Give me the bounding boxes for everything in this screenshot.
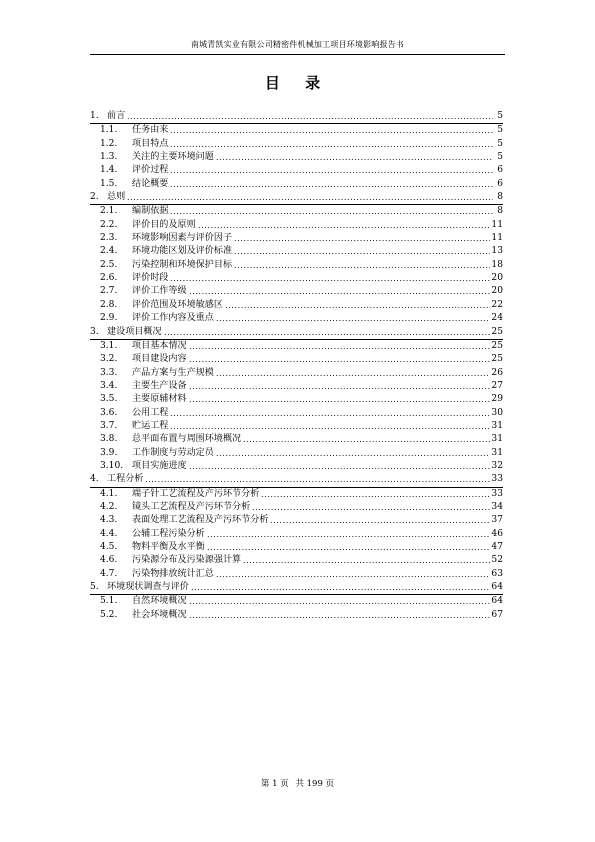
toc-entry-title: 建设项目概况 <box>107 326 163 339</box>
toc-entry-page: 11 <box>490 232 503 245</box>
toc-entry-number: 3.3. <box>100 367 118 378</box>
page-number: 第 1 页 <box>260 779 289 789</box>
toc-entry-number: 3.2. <box>100 354 118 365</box>
toc-entry-title: 评价时段 <box>132 272 169 285</box>
toc-entry-title: 贮运工程 <box>132 420 169 433</box>
toc-entry-number: 3.7. <box>100 420 118 431</box>
toc-entry-page: 25 <box>490 353 503 366</box>
toc-section-entry[interactable] <box>90 232 503 245</box>
dot-leader <box>261 488 493 501</box>
toc-entry-page: 52 <box>490 554 503 567</box>
toc-section-entry[interactable] <box>90 124 503 137</box>
toc-entry-number: 5. <box>90 582 99 593</box>
toc-section-entry[interactable] <box>90 514 503 527</box>
toc-section-entry[interactable] <box>90 138 503 151</box>
toc-entry-title: 环境现状调查与评价 <box>107 581 190 594</box>
toc-section-entry[interactable] <box>90 420 503 433</box>
toc-entry-page: 25 <box>490 326 503 339</box>
dot-leader <box>225 299 493 312</box>
dot-leader <box>234 259 493 272</box>
toc-section-entry[interactable] <box>90 340 503 353</box>
dot-leader <box>189 353 493 366</box>
toc-entry-page: 22 <box>490 299 503 312</box>
toc-entry-page: 18 <box>490 259 503 272</box>
toc-entry-title: 前言 <box>107 110 126 123</box>
toc-entry-page: 37 <box>490 514 503 527</box>
toc-entry-page: 8 <box>496 191 503 204</box>
toc-section-entry[interactable] <box>90 609 503 622</box>
toc-entry-number: 1.4. <box>100 165 118 176</box>
toc-section-entry[interactable] <box>90 528 503 541</box>
toc-entry-page: 20 <box>490 272 503 285</box>
toc-entry-number: 3. <box>90 326 99 337</box>
toc-entry-page: 63 <box>490 568 503 581</box>
toc-entry-page: 6 <box>496 164 503 177</box>
dot-leader <box>216 151 493 164</box>
toc-entry-page: 20 <box>490 285 503 298</box>
toc-entry-title: 自然环境概况 <box>132 595 188 608</box>
toc-chapter-entry[interactable] <box>90 581 503 595</box>
toc-entry-page: 5 <box>496 124 503 137</box>
toc-entry-number: 3.9. <box>100 447 118 458</box>
toc-entry-page: 33 <box>490 473 503 486</box>
toc-entry-title: 环境功能区划及评价标准 <box>132 245 233 258</box>
toc-entry-number: 2.6. <box>100 273 118 284</box>
toc-section-entry[interactable] <box>90 219 503 232</box>
toc-entry-page: 67 <box>490 609 503 622</box>
toc-section-entry[interactable] <box>90 568 503 581</box>
toc-entry-number: 2.1. <box>100 206 118 217</box>
dot-leader <box>243 433 493 446</box>
toc-chapter-entry[interactable] <box>90 473 503 487</box>
toc-entry-page: 34 <box>490 501 503 514</box>
toc-entry-number: 2.4. <box>100 246 118 257</box>
toc-section-entry[interactable] <box>90 460 503 473</box>
toc-entry-title: 任务由来 <box>132 124 169 137</box>
toc-entry-number: 5.2. <box>100 609 118 620</box>
toc-entry-title: 环境影响因素与评价因子 <box>132 232 233 245</box>
dot-leader <box>189 380 493 393</box>
toc-entry-page: 5 <box>496 138 503 151</box>
dot-leader <box>170 272 493 285</box>
toc-section-entry[interactable] <box>90 541 503 554</box>
dot-leader <box>270 514 493 527</box>
toc-entry-number: 1.1. <box>100 125 118 136</box>
dot-leader <box>145 473 493 486</box>
toc-chapter-entry[interactable] <box>90 326 503 340</box>
toc-entry-title: 编制依据 <box>132 205 169 218</box>
toc-section-entry[interactable] <box>90 205 503 218</box>
dot-leader <box>252 501 493 514</box>
toc-entry-title: 污染源分布及污染源强计算 <box>132 554 242 567</box>
toc-entry-title: 评价范围及环境敏感区 <box>132 299 224 312</box>
toc-entry-title: 评价过程 <box>132 164 169 177</box>
toc-entry-title: 公用工程 <box>132 407 169 420</box>
dot-leader <box>189 595 493 608</box>
toc-entry-number: 4.4. <box>100 528 118 539</box>
toc-entry-number: 3.1. <box>100 340 118 351</box>
toc-entry-title: 社会环境概况 <box>132 609 188 622</box>
toc-entry-title: 评价工作等级 <box>132 285 188 298</box>
toc-section-entry[interactable] <box>90 380 503 393</box>
toc-section-entry[interactable] <box>90 407 503 420</box>
toc-entry-title: 工作制度与劳动定员 <box>132 447 215 460</box>
toc-entry-page: 30 <box>490 407 503 420</box>
toc-entry-number: 5.1. <box>100 596 118 607</box>
toc-entry-number: 4.7. <box>100 568 118 579</box>
toc-entry-number: 4.3. <box>100 515 118 526</box>
toc-entry-number: 4.1. <box>100 488 118 499</box>
dot-leader <box>216 312 493 325</box>
toc-entry-number: 4.2. <box>100 501 118 512</box>
toc-section-entry[interactable] <box>90 501 503 514</box>
toc-section-entry[interactable] <box>90 272 503 285</box>
toc-section-entry[interactable] <box>90 312 503 325</box>
toc-entry-title: 总则 <box>107 191 126 204</box>
toc-entry-page: 27 <box>490 380 503 393</box>
dot-leader <box>170 420 493 433</box>
toc-entry-title: 镜头工艺流程及产污环节分析 <box>132 501 251 514</box>
toc-entry-number: 4. <box>90 474 99 485</box>
toc-entry-title: 项目特点 <box>132 138 169 151</box>
toc-entry-number: 2.3. <box>100 233 118 244</box>
toc-entry-number: 2.9. <box>100 313 118 324</box>
dot-leader <box>243 554 493 567</box>
toc-entry-title: 评价目的及原则 <box>132 219 197 232</box>
toc-section-entry[interactable] <box>90 433 503 446</box>
toc-section-entry[interactable] <box>90 151 503 164</box>
toc-entry-number: 1. <box>90 111 99 121</box>
total-pages: 共 199 页 <box>295 779 335 789</box>
toc-section-entry[interactable] <box>90 488 503 501</box>
toc-entry-page: 31 <box>490 420 503 433</box>
dot-leader <box>170 164 493 177</box>
toc-entry-page: 47 <box>490 541 503 554</box>
toc-section-entry[interactable] <box>90 259 503 272</box>
dot-leader <box>216 367 493 380</box>
toc-section-entry[interactable] <box>90 299 503 312</box>
page-footer <box>0 779 595 790</box>
toc-entry-title: 表面处理工艺流程及产污环节分析 <box>132 514 269 527</box>
toc-entry-title: 产品方案与生产规模 <box>132 367 215 380</box>
dot-leader <box>189 285 493 298</box>
toc-entry-page: 31 <box>490 447 503 460</box>
toc-entry-page: 64 <box>490 595 503 608</box>
toc-entry-number: 2.8. <box>100 299 118 310</box>
toc-entry-title: 主要生产设备 <box>132 380 188 393</box>
toc-entry-page: 46 <box>490 528 503 541</box>
dot-leader <box>127 191 493 204</box>
dot-leader <box>170 205 493 218</box>
toc-section-entry[interactable] <box>90 164 503 177</box>
toc-section-entry[interactable] <box>90 447 503 460</box>
toc-entry-number: 1.3. <box>100 152 118 163</box>
dot-leader <box>170 407 493 420</box>
toc-entry-title: 端子针工艺流程及产污环节分析 <box>132 488 260 501</box>
toc-entry-page: 5 <box>496 151 503 164</box>
toc-section-entry[interactable] <box>90 595 503 608</box>
toc-entry-number: 2.5. <box>100 259 118 270</box>
toc-entry-title: 公辅工程污染分析 <box>132 528 206 541</box>
toc-entry-page: 64 <box>490 581 503 594</box>
toc-section-entry[interactable] <box>90 178 503 191</box>
toc-entry-title: 工程分析 <box>107 473 144 486</box>
toc-entry-page: 33 <box>490 488 503 501</box>
toc-section-entry[interactable] <box>90 393 503 406</box>
toc-section-entry[interactable] <box>90 554 503 567</box>
toc-chapter-entry[interactable] <box>90 110 503 124</box>
toc-entry-title: 评价工作内容及重点 <box>132 312 215 325</box>
toc-entry-number: 2. <box>90 192 99 203</box>
toc-entry-title: 项目建设内容 <box>132 353 188 366</box>
dot-leader <box>234 245 493 258</box>
toc-entry-number: 3.5. <box>100 394 118 405</box>
dot-leader <box>189 393 493 406</box>
toc-entry-title: 主要原辅材料 <box>132 393 188 406</box>
running-header: 南城青凯实业有限公司精密件机械加工项目环境影响报告书 <box>190 40 405 49</box>
dot-leader <box>189 340 493 353</box>
toc-entry-page: 32 <box>490 460 503 473</box>
dot-leader <box>189 609 493 622</box>
toc-section-entry[interactable] <box>90 285 503 298</box>
toc-entry-title: 总平面布置与周围环境概况 <box>132 433 242 446</box>
toc-entry-title: 物料平衡及水平衡 <box>132 541 206 554</box>
toc-entry-page: 11 <box>490 219 503 232</box>
toc-entry-page: 26 <box>490 367 503 380</box>
toc-entry-number: 3.10. <box>100 460 124 471</box>
toc-entry-page: 5 <box>496 110 503 123</box>
dot-leader <box>127 110 493 123</box>
dot-leader <box>170 178 493 191</box>
toc-entry-number: 2.7. <box>100 286 118 297</box>
dot-leader <box>216 447 493 460</box>
dot-leader <box>234 232 493 245</box>
toc-entry-page: 29 <box>490 393 503 406</box>
toc-entry-page: 13 <box>490 245 503 258</box>
dot-leader <box>170 124 493 137</box>
toc-entry-page: 31 <box>490 433 503 446</box>
header-rule <box>90 54 505 55</box>
toc-entry-number: 3.6. <box>100 407 118 418</box>
toc-entry-number: 3.8. <box>100 434 118 445</box>
toc-entry-page: 6 <box>496 178 503 191</box>
toc-entry-number: 2.2. <box>100 219 118 230</box>
toc-entry-page: 24 <box>490 312 503 325</box>
toc-section-entry[interactable] <box>90 367 503 380</box>
toc-entry-title: 结论概要 <box>132 178 169 191</box>
toc-chapter-entry[interactable] <box>90 191 503 205</box>
toc-entry-title: 污染物排放统计汇总 <box>132 568 215 581</box>
table-of-contents <box>90 110 503 622</box>
page-title: 目 录 <box>264 74 331 92</box>
dot-leader <box>207 528 493 541</box>
toc-section-entry[interactable] <box>90 353 503 366</box>
toc-entry-page: 8 <box>496 205 503 218</box>
dot-leader <box>216 568 493 581</box>
toc-entry-number: 1.5. <box>100 178 118 189</box>
toc-entry-page: 25 <box>490 340 503 353</box>
toc-entry-number: 3.4. <box>100 380 118 391</box>
toc-section-entry[interactable] <box>90 245 503 258</box>
toc-entry-title: 项目实施进度 <box>132 460 188 473</box>
dot-leader <box>207 541 493 554</box>
dot-leader <box>198 219 493 232</box>
dot-leader <box>189 460 493 473</box>
dot-leader <box>170 138 493 151</box>
toc-entry-title: 关注的主要环境问题 <box>132 151 215 164</box>
dot-leader <box>164 326 493 339</box>
toc-entry-number: 4.6. <box>100 555 118 566</box>
toc-entry-title: 项目基本情况 <box>132 340 188 353</box>
dot-leader <box>191 581 493 594</box>
toc-entry-number: 4.5. <box>100 542 118 552</box>
toc-entry-title: 污染控制和环境保护目标 <box>132 259 233 272</box>
toc-entry-number: 1.2. <box>100 138 118 149</box>
